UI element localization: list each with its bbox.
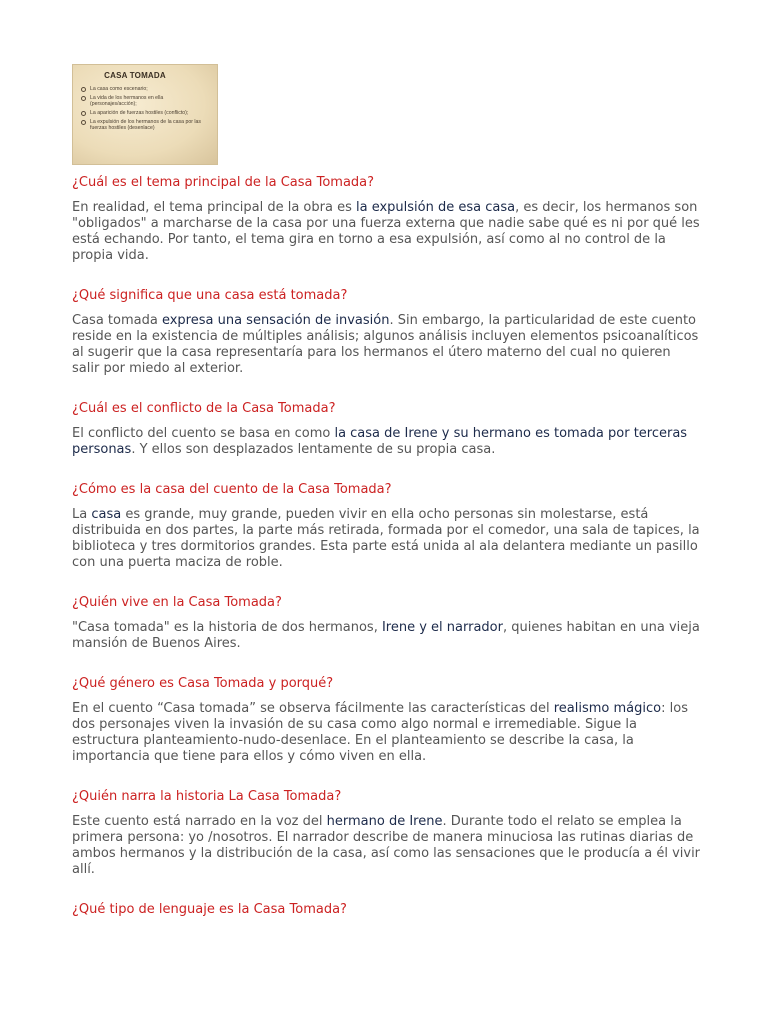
summary-image-title: CASA TOMADA (104, 71, 166, 80)
qa-section (72, 482, 702, 571)
answer-text: La (72, 507, 92, 522)
highlighted-phrase: la casa de Irene y su hermano es tomada por terceras personas (72, 426, 688, 457)
summary-image-item: La casa como escenario; (81, 86, 209, 92)
answer-paragraph (72, 701, 702, 765)
answer-text: En el cuento “Casa tomada” se observa fácilmente las características del (72, 701, 554, 716)
answer-text: "Casa tomada" es la historia de dos hermanos, (72, 620, 382, 635)
question-heading: ¿Qué tipo de lenguaje es la Casa Tomada? (72, 902, 347, 917)
qa-list (72, 175, 702, 918)
answer-paragraph (72, 507, 702, 571)
answer-text: . Sin embargo, la particularidad de este cuento reside en la existencia de múltiples análisis; algunos análisis incluyen elementos psicoanalíticos al sugerir que la casa representaría para los hermanos el útero materno del cual no quieren salir por miedo al exterior. (72, 313, 699, 376)
question-heading: ¿Qué significa que una casa está tomada? (72, 288, 348, 303)
highlighted-phrase: hermano de Irene (326, 814, 443, 829)
question-heading: ¿Quién vive en la Casa Tomada? (72, 595, 282, 610)
qa-section (72, 401, 702, 458)
highlighted-phrase: Irene y el narrador (381, 620, 503, 635)
summary-image-item: La vida de los hermanos en ella (personajes/acción); (81, 95, 209, 107)
highlighted-phrase: expresa una sensación de invasión (161, 313, 390, 328)
answer-text: Este cuento está narrado en la voz del (72, 814, 327, 829)
highlighted-phrase: realismo mágico (553, 701, 662, 716)
qa-section (72, 902, 702, 918)
casa-tomada-summary-image (72, 64, 218, 165)
answer-paragraph (72, 200, 702, 264)
qa-section (72, 595, 702, 652)
qa-section (72, 676, 702, 765)
answer-text: , quienes habitan en una vieja mansión de Buenos Aires. (72, 620, 700, 651)
question-heading: ¿Cuál es el tema principal de la Casa Tomada? (72, 175, 375, 190)
circle-bullet-icon (81, 96, 86, 101)
answer-text: es grande, muy grande, pueden vivir en ella ocho personas sin molestarse, está distribuida en dos partes, la parte más retirada, formada por el comedor, una sala de tapices, la biblioteca y tres dormitorios grandes. Esta parte está unida al ala delantera mediante un pasillo con una puerta maciza de roble. (72, 507, 700, 570)
summary-image-item: La aparición de fuerzas hostiles (conflicto); (81, 110, 209, 116)
answer-text: Casa tomada (72, 313, 162, 328)
summary-image-item: La expulsión de los hermanos de la casa por las fuerzas hostiles (desenlace) (81, 119, 209, 131)
question-heading: ¿Cómo es la casa del cuento de la Casa Tomada? (72, 482, 392, 497)
circle-bullet-icon (81, 87, 86, 92)
answer-paragraph (72, 426, 702, 458)
answer-text: En realidad, el tema principal de la obra es (72, 200, 356, 215)
answer-text: , es decir, los hermanos son "obligados" a marcharse de la casa por una fuerza externa que nadie sabe qué es ni por qué les está echando. Por tanto, el tema gira en torno a esa expulsión, así como al no control de la propia vida. (72, 200, 700, 263)
question-heading: ¿Quién narra la historia La Casa Tomada? (72, 789, 342, 804)
answer-text: . Y ellos son desplazados lentamente de su propia casa. (131, 442, 496, 457)
answer-text: : los dos personajes viven la invasión de su casa como algo normal e irremediable. Sigue la estructura planteamiento-nudo-desenlace. En el planteamiento se describe la casa, la importancia que tiene para ellos y cómo viven en ella. (72, 701, 688, 764)
highlighted-phrase: la expulsión de esa casa (355, 200, 516, 215)
answer-paragraph (72, 313, 702, 377)
qa-section (72, 175, 702, 264)
summary-image-list (81, 86, 209, 131)
answer-text: . Durante todo el relato se emplea la primera persona: yo /nosotros. El narrador describe de manera minuciosa las rutinas diarias de ambos hermanos y la distribución de la casa, así como las sensaciones que le producía a él vivir allí. (72, 814, 701, 877)
question-heading: ¿Cuál es el conflicto de la Casa Tomada? (72, 401, 336, 416)
document-page (72, 64, 702, 918)
highlighted-phrase: casa (91, 507, 122, 522)
qa-section (72, 789, 702, 878)
answer-paragraph (72, 814, 702, 878)
answer-text: El conflicto del cuento se basa en como (72, 426, 335, 441)
circle-bullet-icon (81, 111, 86, 116)
circle-bullet-icon (81, 120, 86, 125)
question-heading: ¿Qué género es Casa Tomada y porqué? (72, 676, 334, 691)
answer-paragraph (72, 620, 702, 652)
qa-section (72, 288, 702, 377)
